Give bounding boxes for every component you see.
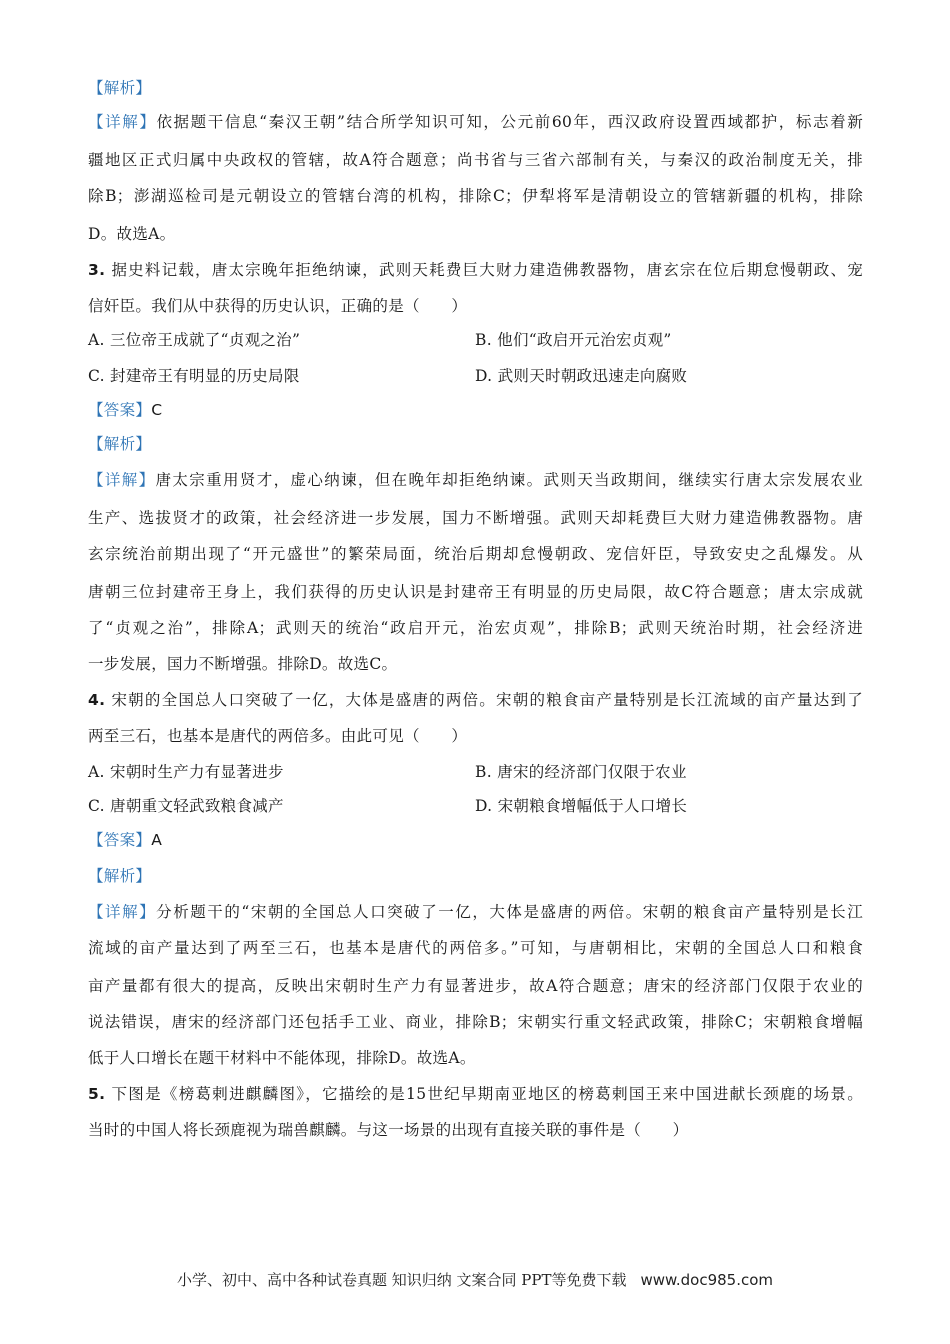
question-stem: 信奸臣。我们从中获得的历史认识，正确的是（ ） bbox=[88, 297, 468, 315]
detail-line: 低于人口增长在题干材料中不能体现，排除D。故选A。 bbox=[88, 1049, 476, 1067]
answer-label: 【答案】 bbox=[88, 831, 152, 849]
detail-line: 说法错误，唐宋的经济部门还包括手工业、商业，排除B；宋朝实行重文轻武政策，排除C；宋朝粮食增幅 bbox=[88, 1013, 863, 1031]
detail-line: 一步发展，国力不断增强。排除D。故选C。 bbox=[88, 655, 398, 673]
detail-line: D。故选A。 bbox=[88, 225, 176, 243]
option-b: B. 唐宋的经济部门仅限于农业 bbox=[475, 763, 687, 781]
detail-line: 疆地区正式归属中央政权的管辖，故A符合题意；尚书省与三省六部制有关，与秦汉的政治制度无关，排 bbox=[88, 151, 863, 169]
option-d: D. 宋朝粮食增幅低于人口增长 bbox=[475, 797, 688, 815]
footer-link[interactable]: www.doc985.com bbox=[640, 1271, 774, 1289]
option-a: A. 宋朝时生产力有显著进步 bbox=[88, 763, 284, 781]
detail-label: 【详解】 bbox=[88, 903, 157, 921]
analysis-label: 【解析】 bbox=[88, 435, 152, 453]
detail-label: 【详解】 bbox=[88, 113, 157, 131]
option-a: A. 三位帝王成就了“贞观之治” bbox=[88, 331, 301, 349]
analysis-label: 【解析】 bbox=[88, 79, 152, 97]
detail-line: 流域的亩产量达到了两至三石，也基本是唐代的两倍多。”可知，与唐朝相比，宋朝的全国总人口和粮食 bbox=[88, 939, 863, 957]
question-number: 3. bbox=[88, 261, 106, 279]
answer-line bbox=[88, 830, 863, 850]
question-stem: 4. 宋朝的全国总人口突破了一亿，大体是盛唐的两倍。宋朝的粮食亩产量特别是长江流域的亩产量达到了 bbox=[88, 691, 863, 709]
detail-line: 唐朝三位封建帝王身上，我们获得的历史认识是封建帝王有明显的历史局限，故C符合题意；唐太宗成就 bbox=[88, 583, 863, 601]
question-stem: 3. 据史料记载，唐太宗晚年拒绝纳谏，武则天耗费巨大财力建造佛教器物，唐玄宗在位后期怠慢朝政、宠 bbox=[88, 261, 863, 279]
option-c: C. 封建帝王有明显的历史局限 bbox=[88, 367, 300, 385]
detail-label: 【详解】 bbox=[88, 471, 156, 489]
answer-line bbox=[88, 400, 863, 420]
detail-line: 亩产量都有很大的提高，反映出宋朝时生产力有显著进步，故A符合题意；唐宋的经济部门仅限于农业的 bbox=[88, 977, 863, 995]
question-stem: 5. 下图是《榜葛剌进麒麟图》，它描绘的是15世纪早期南亚地区的榜葛剌国王来中国进献长颈鹿的场景。 bbox=[88, 1085, 864, 1103]
question-number: 5. bbox=[88, 1085, 106, 1103]
question-stem: 两至三石，也基本是唐代的两倍多。由此可见（ ） bbox=[88, 727, 468, 745]
answer-value: A bbox=[151, 831, 163, 849]
detail-line: 了“贞观之治”，排除A；武则天的统治“政启开元，治宏贞观”，排除B；武则天统治时期，社会经济进 bbox=[88, 619, 863, 637]
answer-label: 【答案】 bbox=[88, 401, 152, 419]
detail-line: 玄宗统治前期出现了“开元盛世”的繁荣局面，统治后期却怠慢朝政、宠信奸臣，导致安史之乱爆发。从 bbox=[88, 545, 863, 563]
page-footer bbox=[0, 1270, 950, 1290]
answer-value: C bbox=[151, 401, 163, 419]
detail-line: 【详解】依据题干信息“秦汉王朝”结合所学知识可知，公元前60年，西汉政府设置西域都护，标志着新 bbox=[88, 113, 863, 131]
detail-line: 除B；澎湖巡检司是元朝设立的管辖台湾的机构，排除C；伊犁将军是清朝设立的管辖新疆的机构，排除 bbox=[88, 187, 863, 205]
analysis-label: 【解析】 bbox=[88, 867, 152, 885]
detail-line: 【详解】唐太宗重用贤才，虚心纳谏，但在晚年却拒绝纳谏。武则天当政期间，继续实行唐太宗发展农业 bbox=[88, 471, 863, 489]
footer-text: 小学、初中、高中各种试卷真题 知识归纳 文案合同 PPT等免费下载 bbox=[176, 1271, 627, 1289]
detail-line: 生产、选拔贤才的政策，社会经济进一步发展，国力不断增强。武则天却耗费巨大财力建造佛教器物。唐 bbox=[88, 509, 863, 527]
option-b: B. 他们“政启开元治宏贞观” bbox=[475, 331, 672, 349]
detail-line: 【详解】分析题干的“宋朝的全国总人口突破了一亿，大体是盛唐的两倍。宋朝的粮食亩产量特别是长江 bbox=[88, 903, 864, 921]
question-stem: 当时的中国人将长颈鹿视为瑞兽麒麟。与这一场景的出现有直接关联的事件是（ ） bbox=[88, 1121, 689, 1139]
option-d: D. 武则天时朝政迅速走向腐败 bbox=[475, 367, 688, 385]
option-c: C. 唐朝重文轻武致粮食减产 bbox=[88, 797, 284, 815]
question-number: 4. bbox=[88, 691, 106, 709]
